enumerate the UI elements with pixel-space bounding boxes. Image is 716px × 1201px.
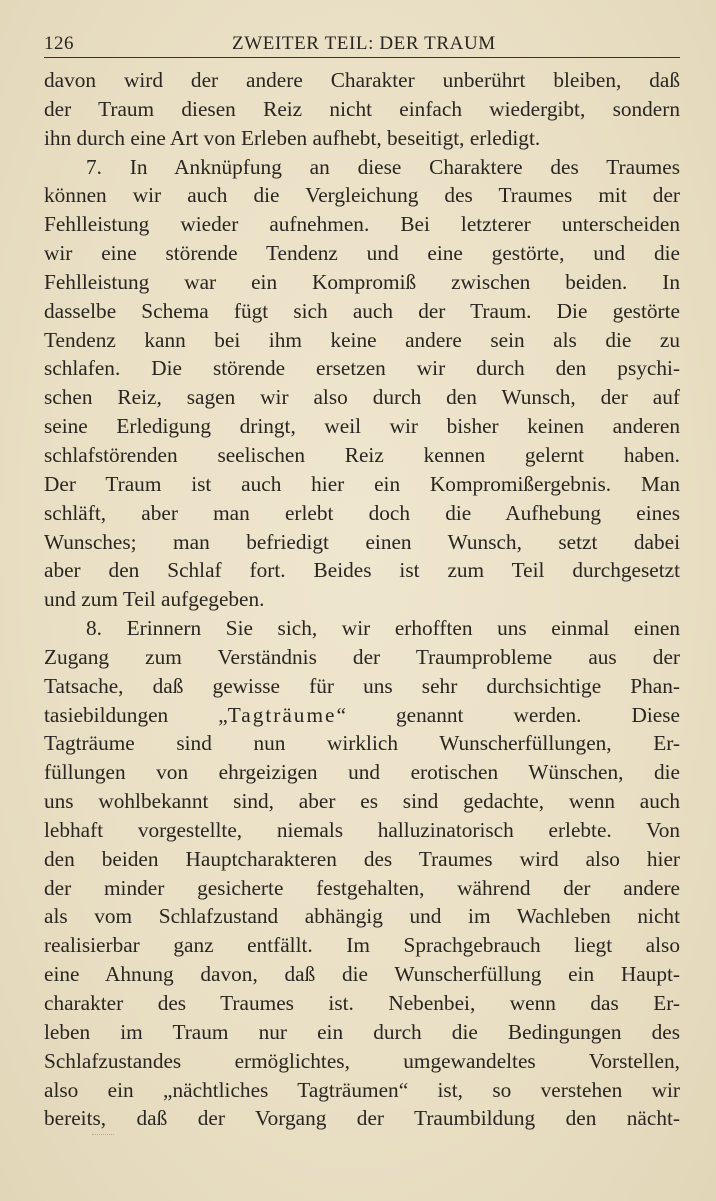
- paragraph-start-line: 7. In Anknüpfung an diese Charaktere des Traumes: [86, 154, 680, 179]
- text-line: wir eine störende Tendenz und eine gestörte, und die: [44, 241, 680, 266]
- text-line: bereits, daß der Vorgang der Traumbildung den nächt-: [44, 1106, 680, 1131]
- body-text: [44, 66, 680, 1133]
- text-line: den beiden Hauptcharakteren des Traumes wird also hier: [44, 846, 680, 871]
- text-line: als vom Schlafzustand abhängig und im Wachleben nicht: [44, 904, 680, 929]
- text-line: Fehlleistung wieder aufnehmen. Bei letzterer unterscheiden: [44, 212, 680, 237]
- text-line: davon wird der andere Charakter unberührt bleiben, daß: [44, 68, 680, 92]
- print-smudge: [92, 1134, 114, 1138]
- line-segment: tasiebildungen „: [44, 702, 228, 727]
- text-line: dasselbe Schema fügt sich auch der Traum. Die gestörte: [44, 298, 680, 323]
- page-number: 126: [44, 33, 74, 54]
- running-title: ZWEITER TEIL: DER TRAUM: [232, 33, 496, 54]
- text-line: Der Traum ist auch hier ein Kompromißergebnis. Man: [44, 471, 680, 496]
- text-line: füllungen von ehrgeizigen und erotischen Wünschen, die: [44, 760, 680, 785]
- paragraph-start-line: 8. Erinnern Sie sich, wir erhofften uns einmal einen: [86, 616, 680, 641]
- spaced-term: Tagträume: [227, 702, 337, 727]
- text-line: Tagträume sind nun wirklich Wunscherfüllungen, Er-: [44, 731, 680, 756]
- text-line: schlafstörenden seelischen Reiz kennen gelernt haben.: [44, 442, 680, 467]
- text-line: also ein „nächtliches Tagträumen“ ist, so verstehen wir: [44, 1077, 680, 1102]
- line-segment: “ genannt werden. Diese: [336, 702, 680, 727]
- text-line: leben im Traum nur ein durch die Bedingungen des: [44, 1019, 680, 1044]
- text-line: können wir auch die Vergleichung des Traumes mit der: [44, 183, 680, 208]
- text-line: schlafen. Die störende ersetzen wir durch den psychi-: [44, 356, 680, 381]
- text-line: schen Reiz, sagen wir also durch den Wunsch, der auf: [44, 385, 680, 410]
- text-line: schläft, aber man erlebt doch die Aufhebung eines: [44, 500, 680, 525]
- text-line: Schlafzustandes ermöglichtes, umgewandeltes Vorstellen,: [44, 1048, 680, 1073]
- text-line: uns wohlbekannt sind, aber es sind gedachte, wenn auch: [44, 789, 680, 814]
- header-rule: [44, 57, 680, 58]
- page-header: [44, 33, 680, 57]
- text-line: Tendenz kann bei ihm keine andere sein als die zu: [44, 327, 680, 352]
- text-line: der Traum diesen Reiz nicht einfach wiedergibt, sondern: [44, 96, 680, 121]
- text-line: Wunsches; man befriedigt einen Wunsch, setzt dabei: [44, 529, 680, 554]
- text-line: und zum Teil aufgegeben.: [44, 587, 265, 612]
- text-line: eine Ahnung davon, daß die Wunscherfüllung ein Haupt-: [44, 962, 680, 987]
- text-line: Tatsache, daß gewisse für uns sehr durchsichtige Phan-: [44, 673, 680, 698]
- text-line: Zugang zum Verständnis der Traumprobleme aus der: [44, 644, 680, 669]
- text-line: seine Erledigung dringt, weil wir bisher keinen anderen: [44, 414, 680, 439]
- text-line: lebhaft vorgestellte, niemals halluzinatorisch erlebte. Von: [44, 817, 680, 842]
- text-line: der minder gesicherte festgehalten, während der andere: [44, 875, 680, 900]
- text-line: charakter des Traumes ist. Nebenbei, wenn das Er-: [44, 991, 680, 1015]
- text-line: Fehlleistung war ein Kompromiß zwischen beiden. In: [44, 269, 680, 294]
- text-line: aber den Schlaf fort. Beides ist zum Teil durchgesetzt: [44, 558, 680, 583]
- text-line: realisierbar ganz entfällt. Im Sprachgebrauch liegt also: [44, 933, 680, 958]
- text-line: ihn durch eine Art von Erleben aufhebt, beseitigt, erledigt.: [44, 125, 541, 150]
- text-line-with-spaced-term: [44, 701, 680, 730]
